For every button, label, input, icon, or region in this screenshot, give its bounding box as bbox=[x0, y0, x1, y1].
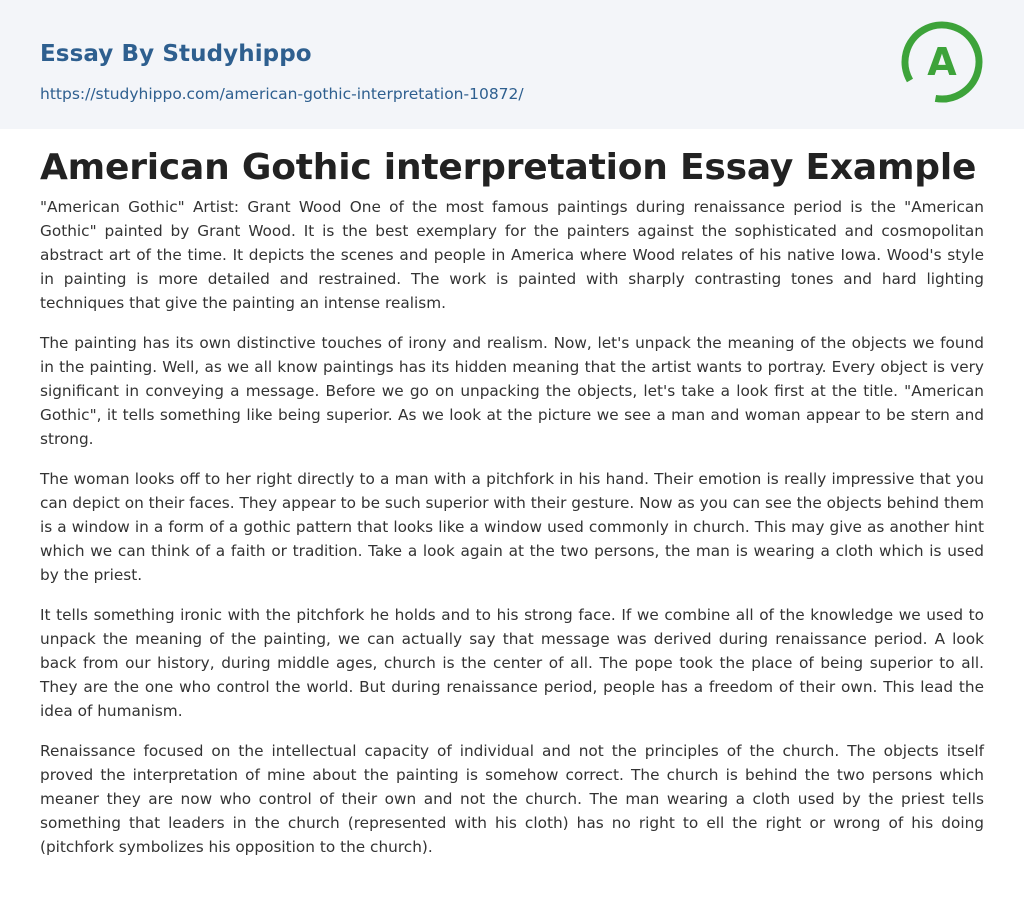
essay-body bbox=[40, 195, 984, 875]
studyhippo-logo[interactable] bbox=[900, 20, 984, 104]
site-header bbox=[0, 0, 1024, 129]
essay-paragraph: It tells something ironic with the pitchfork he holds and to his strong face. If we combine all of the knowledge we used to unpack the meaning of the painting, we can actually say that message was derived during renaissance period. A look back from our history, during middle ages, church is the center of all. The pope took the place of being superior to all. They are the one who control the world. But during renaissance period, people has a freedom of their own. This lead the idea of humanism. bbox=[40, 606, 984, 720]
title-container bbox=[40, 145, 976, 191]
essay-paragraph: The woman looks off to her right directly to a man with a pitchfork in his hand. Their emotion is really impressive that you can depict on their faces. They appear to be such superior with their gesture. Now as you can see the objects behind them is a window in a form of a gothic pattern that looks like a window used commonly in church. This may give as another hint which we can think of a faith or tradition. Take a look again at the two persons, the man is wearing a cloth which is used by the priest. bbox=[40, 470, 984, 584]
site-brand[interactable]: Essay By Studyhippo bbox=[40, 41, 312, 67]
essay-paragraph: "American Gothic" Artist: Grant Wood One of the most famous paintings during renaissance period is the "American Gothic" painted by Grant Wood. It is the best exemplary for the painters against the sophisticated and cosmopolitan abstract art of the time. It depicts the scenes and people in America where Wood relates of his native Iowa. Wood's style in painting is more detailed and restrained. The work is painted with sharply contrasting tones and hard lighting techniques that give the painting an intense realism. bbox=[40, 198, 984, 312]
logo-letter: A bbox=[927, 40, 957, 84]
essay-paragraph: Renaissance focused on the intellectual capacity of individual and not the principles of the church. The objects itself proved the interpretation of mine about the painting is somehow correct. The church is behind the two persons which meaner they are now who control of their own and not the church. The man wearing a cloth used by the priest tells something that leaders in the church (represented with his cloth) has no right to ell the right or wrong of his doing (pitchfork symbolizes his opposition to the church). bbox=[40, 742, 984, 856]
essay-paragraph: The painting has its own distinctive touches of irony and realism. Now, let's unpack the meaning of the objects we found in the painting. Well, as we all know paintings has its hidden meaning that the artist wants to portray. Every object is very significant in conveying a message. Before we go on unpacking the objects, let's take a look first at the title. "American Gothic", it tells something like being superior. As we look at the picture we see a man and woman appear to be stern and strong. bbox=[40, 334, 984, 448]
page-url-link[interactable]: https://studyhippo.com/american-gothic-interpretation-10872/ bbox=[40, 85, 524, 103]
page-title: American Gothic interpretation Essay Example bbox=[40, 147, 977, 188]
